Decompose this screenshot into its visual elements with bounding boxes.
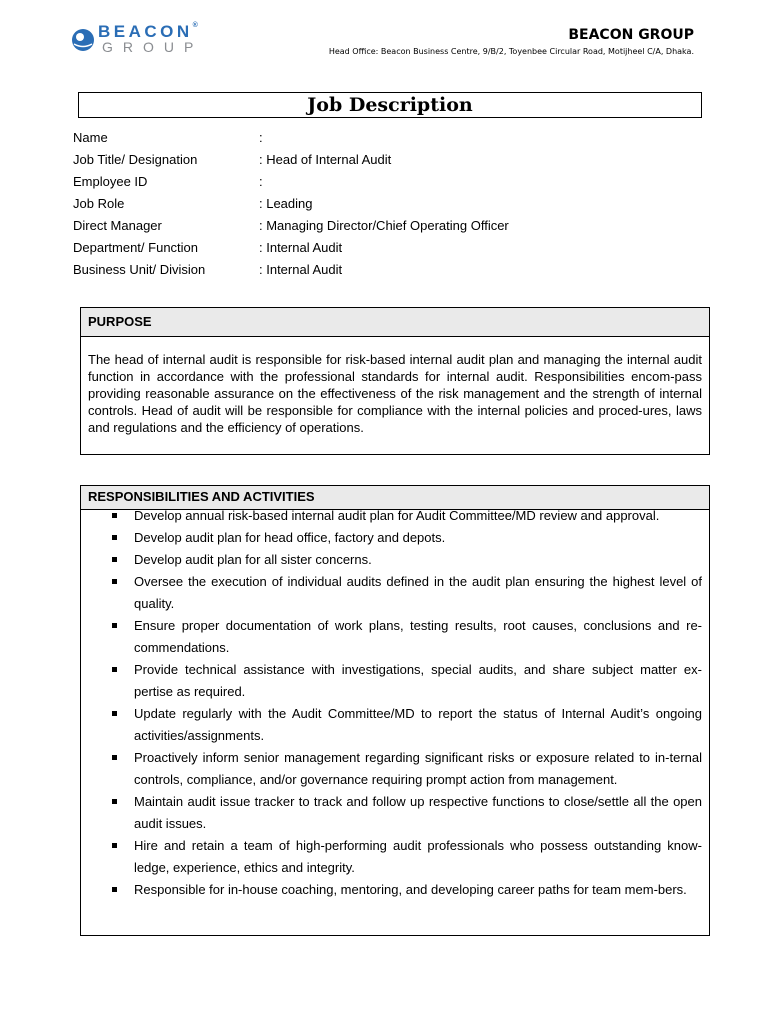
info-row-job-role <box>73 194 673 216</box>
bullet-icon <box>112 513 117 518</box>
bullet-icon <box>112 557 117 562</box>
info-label: Department/ Function <box>73 240 199 255</box>
company-name: BEACON GROUP <box>568 27 694 43</box>
info-value: : Head of Internal Audit <box>259 152 392 167</box>
info-label: Job Title/ Designation <box>73 152 198 167</box>
beacon-logo <box>68 24 208 58</box>
info-value: : <box>259 130 263 145</box>
list-item: Develop audit plan for head office, factory and depots. <box>81 527 709 549</box>
info-label: Name <box>73 130 108 145</box>
list-item: Proactively inform senior management regarding significant risks or exposure related to in-ternal controls, compliance, and/or governance requiring prompt action from management. <box>81 747 709 791</box>
bullet-icon <box>112 579 117 584</box>
logo-wordmark-top: BEACON® <box>98 22 198 41</box>
list-item: Update regularly with the Audit Committee/MD to report the status of Internal Audit’s ongoing activities/assignments. <box>81 703 709 747</box>
bullet-icon <box>112 887 117 892</box>
info-label: Job Role <box>73 196 125 211</box>
globe-icon <box>70 27 96 53</box>
info-value: : Leading <box>259 196 313 211</box>
info-label: Employee ID <box>73 174 148 189</box>
bullet-icon <box>112 799 117 804</box>
info-row-direct-manager <box>73 216 673 238</box>
info-row-employee-id <box>73 172 673 194</box>
info-value: : Internal Audit <box>259 262 343 277</box>
purpose-section <box>80 307 710 455</box>
responsibilities-section <box>80 485 710 936</box>
bullet-icon <box>112 843 117 848</box>
list-item: Provide technical assistance with investigations, special audits, and share subject matter ex-pertise as required. <box>81 659 709 703</box>
info-row-name <box>73 128 673 150</box>
bullet-icon <box>112 667 117 672</box>
purpose-heading: PURPOSE <box>81 308 709 337</box>
list-item: Hire and retain a team of high-performing audit professionals who possess outstanding know-ledge, experience, ethics and integrity. <box>81 835 709 879</box>
purpose-text: The head of internal audit is responsible for risk-based internal audit plan and managing the internal audit function in accordance with the professional standards for internal audit. Responsibilities encom-pass providing reasonable assurance on the effectiveness of the risk management and the strength of internal controls. Head of audit will be responsible for compliance with the internal policies and proced-ures, laws and regulations and the efficiency of operations. <box>88 352 702 435</box>
list-item: Oversee the execution of individual audits defined in the audit plan ensuring the highest level of quality. <box>81 571 709 615</box>
responsibilities-list <box>81 505 709 901</box>
list-item: Develop audit plan for all sister concerns. <box>81 549 709 571</box>
bullet-icon <box>112 623 117 628</box>
list-item: Responsible for in-house coaching, mentoring, and developing career paths for team mem-bers. <box>81 879 709 901</box>
info-value: : <box>259 174 263 189</box>
bullet-icon <box>112 755 117 760</box>
info-value: : Managing Director/Chief Operating Officer <box>259 218 509 233</box>
list-item: Develop annual risk-based internal audit plan for Audit Committee/MD review and approval. <box>81 505 709 527</box>
responsibilities-heading: RESPONSIBILITIES AND ACTIVITIES <box>81 486 709 510</box>
logo-wordmark-bottom: GROUP <box>102 39 204 55</box>
document-title: Job Description <box>78 92 702 118</box>
info-row-business-unit <box>73 260 673 282</box>
info-row-job-title <box>73 150 673 172</box>
head-office-address: Head Office: Beacon Business Centre, 9/B/2, Toyenbee Circular Road, Motijheel C/A, Dhaka. <box>328 47 694 56</box>
list-item: Ensure proper documentation of work plans, testing results, root causes, conclusions and re-commendations. <box>81 615 709 659</box>
info-label: Direct Manager <box>73 218 162 233</box>
employee-info-list <box>73 128 673 282</box>
info-label: Business Unit/ Division <box>73 262 206 277</box>
list-item: Maintain audit issue tracker to track and follow up respective functions to close/settle all the open audit issues. <box>81 791 709 835</box>
bullet-icon <box>112 535 117 540</box>
info-value: : Internal Audit <box>259 240 343 255</box>
info-row-department <box>73 238 673 260</box>
bullet-icon <box>112 711 117 716</box>
